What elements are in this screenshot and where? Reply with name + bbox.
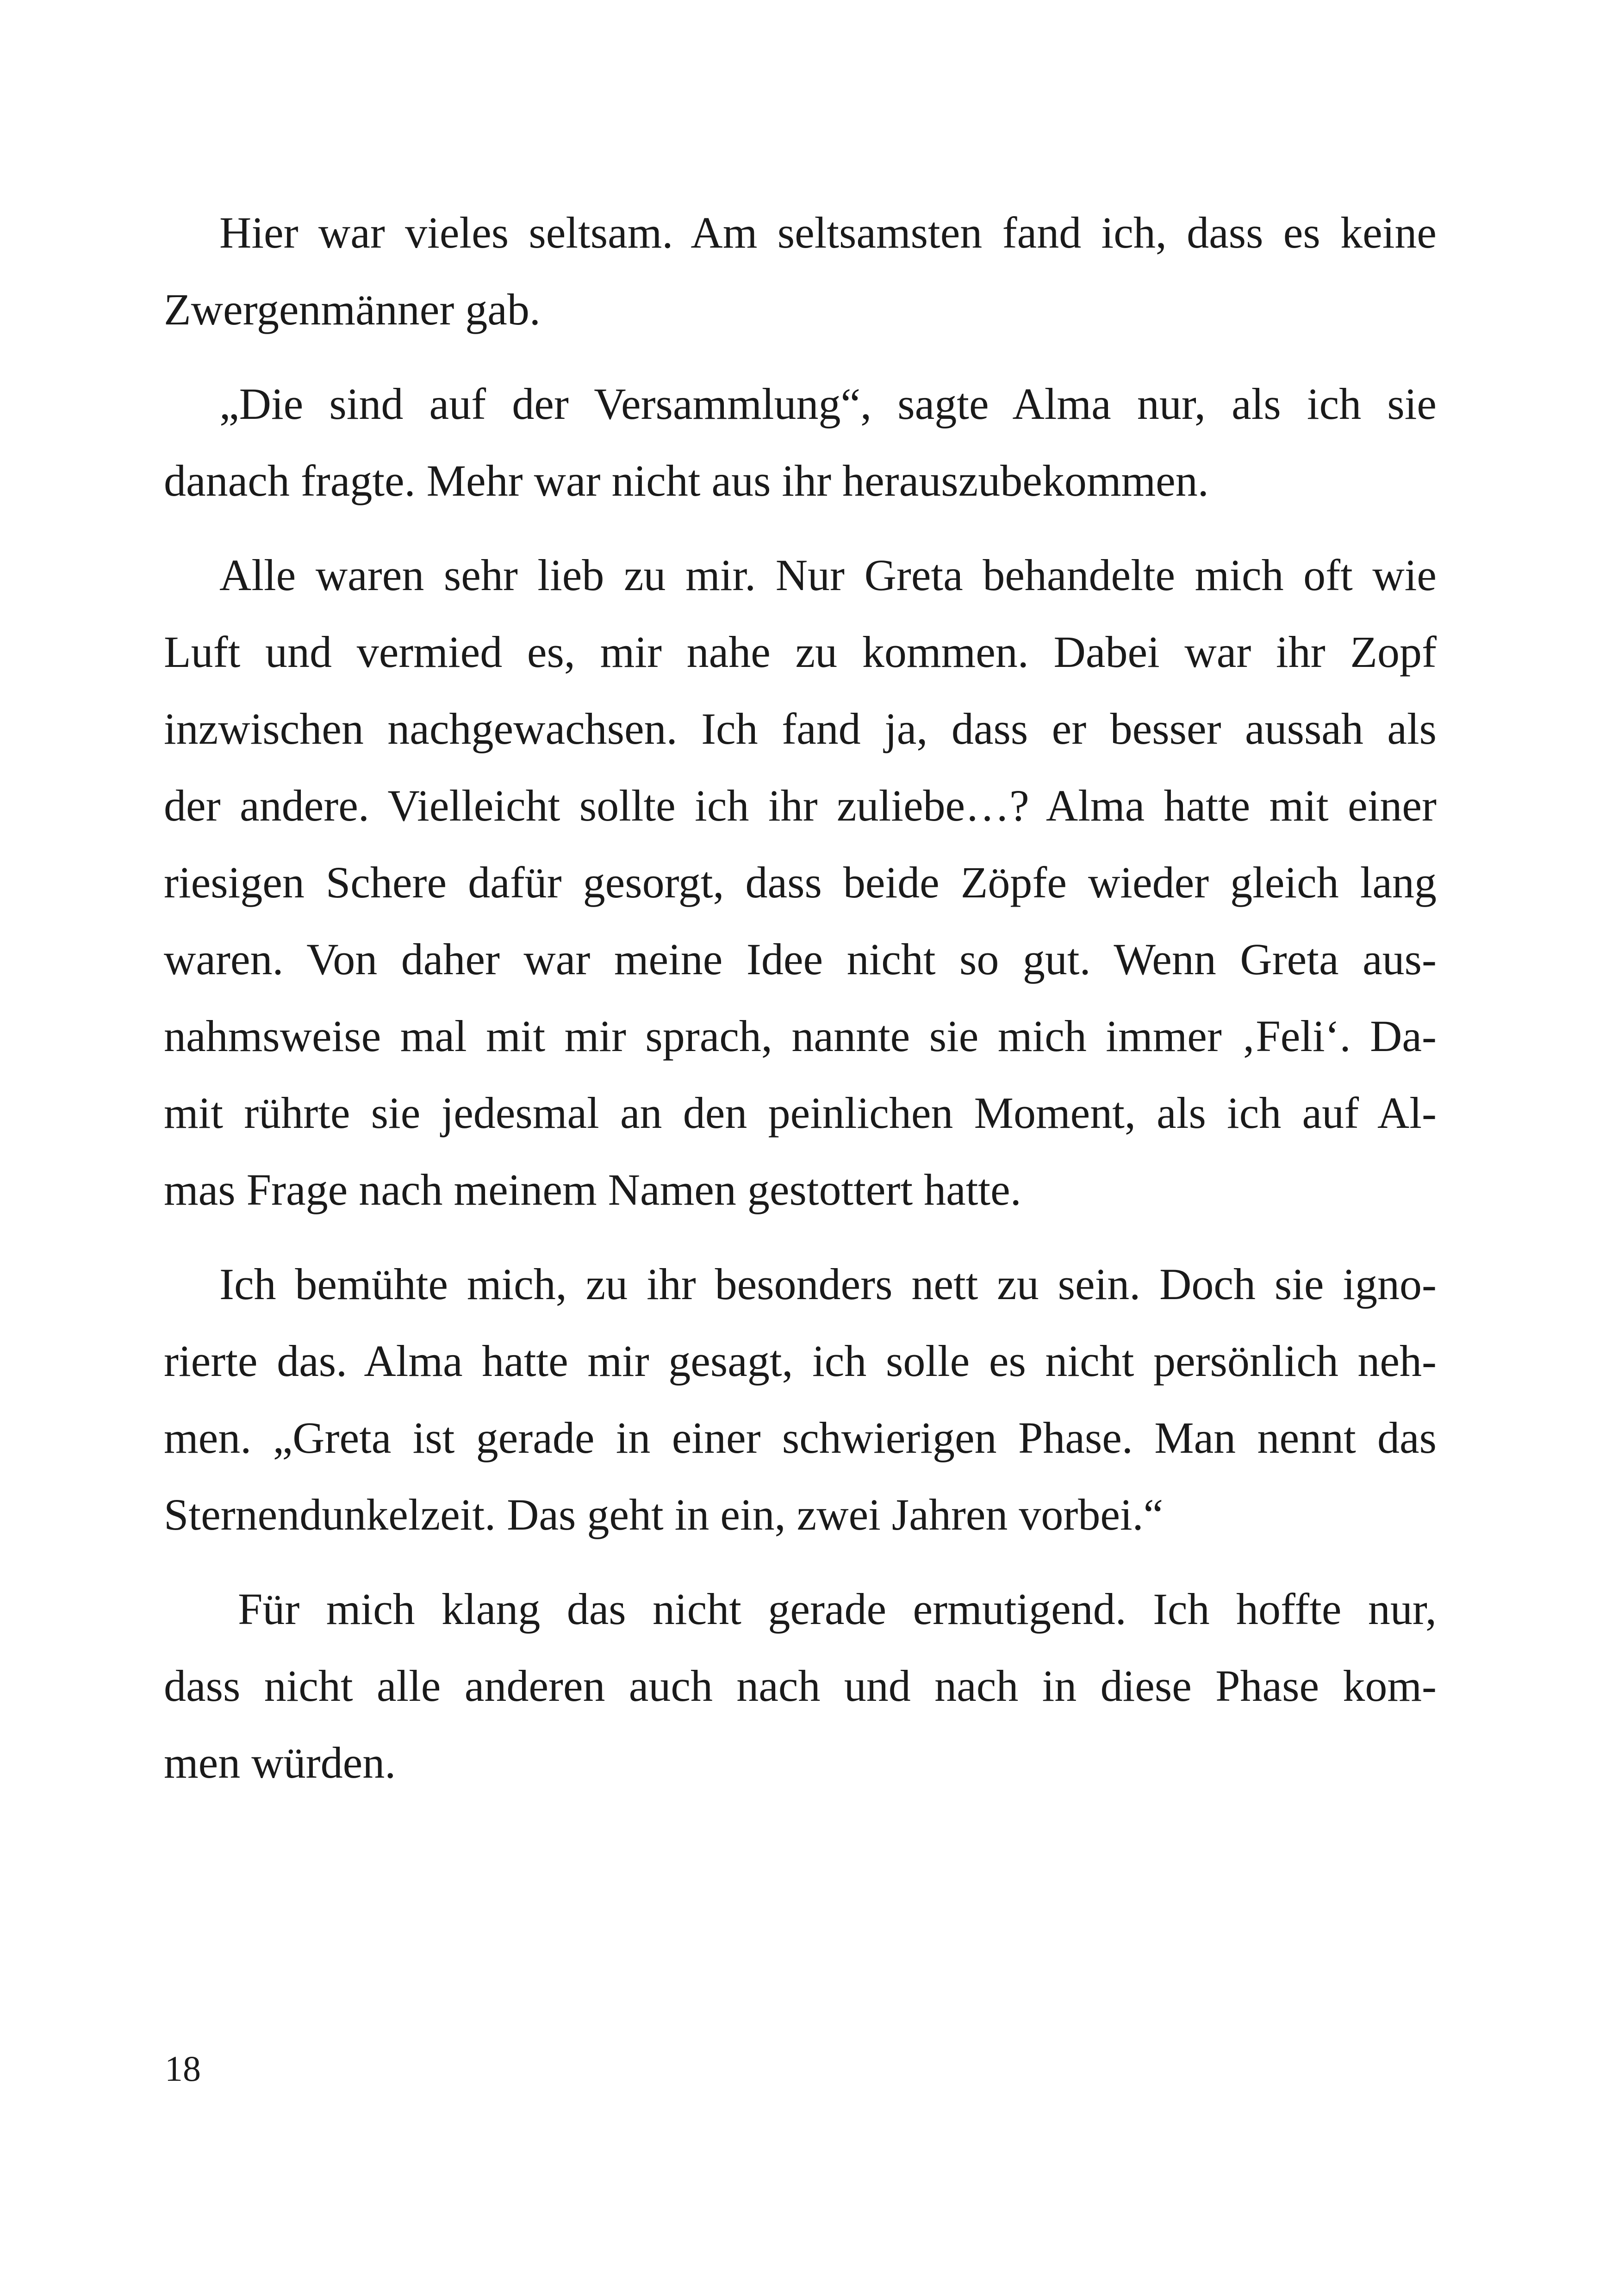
text-line: der andere. Vielleicht sollte ich ihr zuliebe…? Alma hatte mit einer — [164, 781, 1437, 830]
text-line: men. „Greta ist gerade in einer schwierigen Phase. Man nennt das — [164, 1413, 1437, 1462]
text-line: Hier war vieles seltsam. Am seltsamsten fand ich, dass es keine — [219, 208, 1437, 257]
body-text — [164, 194, 1437, 1819]
text-line: Sternendunkelzeit. Das geht in ein, zwei Jahren vorbei.“ — [164, 1490, 1164, 1539]
text-line: riesigen Schere dafür gesorgt, dass beide Zöpfe wieder gleich lang — [164, 858, 1437, 907]
text-line: danach fragte. Mehr war nicht aus ihr herauszubekommen. — [164, 456, 1209, 505]
paragraph — [164, 537, 1437, 1228]
text-line: Alle waren sehr lieb zu mir. Nur Greta behandelte mich oft wie — [219, 550, 1437, 600]
text-line: Für mich klang das nicht gerade ermutigend. Ich hoffte nur, — [238, 1584, 1437, 1634]
text-line: waren. Von daher war meine Idee nicht so gut. Wenn Greta aus- — [164, 934, 1437, 984]
text-line: mas Frage nach meinem Namen gestottert hatte. — [164, 1165, 1021, 1214]
paragraph — [164, 366, 1437, 519]
text-line: dass nicht alle anderen auch nach und nach in diese Phase kom- — [164, 1661, 1437, 1711]
paragraph — [164, 194, 1437, 348]
text-line: inzwischen nachgewachsen. Ich fand ja, dass er besser aussah als — [164, 704, 1437, 753]
text-line: mit rührte sie jedesmal an den peinlichen Moment, als ich auf Al- — [164, 1088, 1437, 1138]
text-line: Zwergenmänner gab. — [164, 285, 541, 334]
text-line: „Die sind auf der Versammlung“, sagte Alma nur, als ich sie — [219, 379, 1437, 429]
page-number: 18 — [165, 2048, 201, 2089]
text-line: men würden. — [164, 1738, 396, 1787]
text-line: Ich bemühte mich, zu ihr besonders nett zu sein. Doch sie igno- — [219, 1259, 1437, 1309]
text-line: rierte das. Alma hatte mir gesagt, ich solle es nicht persönlich neh- — [164, 1336, 1437, 1386]
paragraph — [164, 1571, 1437, 1801]
paragraph — [164, 1246, 1437, 1553]
text-line: Luft und vermied es, mir nahe zu kommen. Dabei war ihr Zopf — [164, 627, 1437, 677]
text-line: nahmsweise mal mit mir sprach, nannte sie mich immer ‚Feli‘. Da- — [164, 1011, 1437, 1061]
